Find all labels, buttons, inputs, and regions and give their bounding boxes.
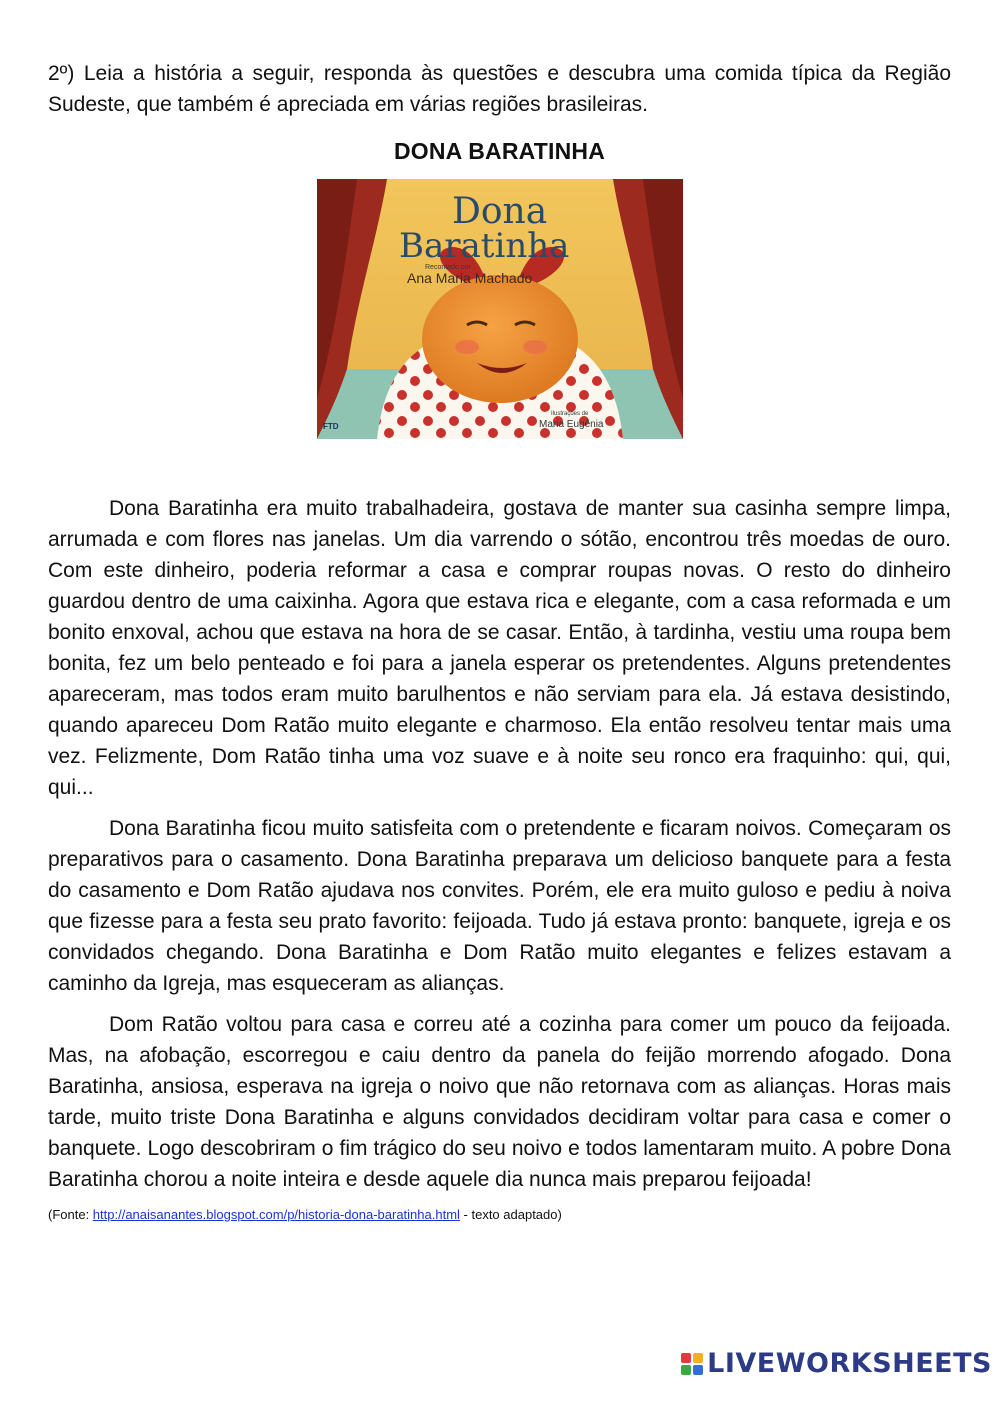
logo-square-red [681, 1353, 691, 1363]
cover-subtitle: Recontado por [424, 264, 471, 271]
source-link[interactable]: http://anaisanantes.blogspot.com/p/historia-dona-baratinha.html [92, 1207, 460, 1222]
book-cover-image [317, 179, 683, 439]
cover-publisher: FTD [322, 422, 339, 431]
liveworksheets-logo-icon [681, 1353, 703, 1375]
liveworksheets-wordmark: LIVEWORKSHEETS [707, 1348, 992, 1379]
cover-title-line2: Baratinha [398, 226, 569, 266]
source-citation [48, 1207, 951, 1222]
logo-square-green [681, 1365, 691, 1375]
story-body [48, 493, 951, 1195]
story-paragraph-1: Dona Baratinha era muito trabalhadeira, gostava de manter sua casinha sempre limpa, arrumada e com flores nas janelas. Um dia varrendo o sótão, encontrou três moedas de ouro. Com este dinheiro, poderia reformar a casa e comprar roupas novas. O resto do dinheiro guardou dentro de uma caixinha. Agora que estava rica e elegante, com a casa reformada e um bonito enxoval, achou que estava na hora de se casar. Então, à tardinha, vestiu uma roupa bem bonita, fez um belo penteado e foi para a janela esperar os pretendentes. Alguns pretendentes apareceram, mas todos eram muito barulhentos e não serviam para ela. Já estava desistindo, quando apareceu Dom Ratão muito elegante e charmoso. Ela então resolveu tentar mais uma vez. Felizmente, Dom Ratão tinha uma voz suave e à noite seu ronco era fraquinho: qui, qui, qui... [48, 497, 951, 799]
cover-illustrator-label: Ilustrações de [550, 411, 588, 417]
cover-title-line1: Dona [451, 191, 547, 232]
story-paragraph-3: Dom Ratão voltou para casa e correu até a cozinha para comer um pouco da feijoada. Mas, na afobação, escorregou e caiu dentro da panela do feijão morrendo afogado. Dona Baratinha, ansiosa, esperava na igreja o noivo que não retornava com as alianças. Horas mais tarde, muito triste Dona Baratinha e alguns convidados decidiram voltar para casa e comer o banquete. Logo descobriram o fim trágico do seu noivo e todos lamentaram muito. A pobre Dona Baratinha chorou a noite inteira e desde aquele dia nunca mais preparou feijoada! [48, 1013, 951, 1191]
book-cover-container [48, 179, 951, 439]
story-title: DONA BARATINHA [393, 138, 606, 164]
logo-square-yellow [693, 1353, 703, 1363]
question-intro: 2º) Leia a história a seguir, responda às questões e descubra uma comida típica da Região Sudeste, que também é apreciada em várias regiões brasileiras. [48, 62, 951, 116]
source-suffix: - texto adaptado) [459, 1207, 562, 1222]
story-paragraph-2: Dona Baratinha ficou muito satisfeita com o pretendente e ficaram noivos. Começaram os preparativos para o casamento. Dona Baratinha preparava um delicioso banquete para a festa do casamento e Dom Ratão ajudava nos convites. Porém, ele era muito guloso e pediu à noiva que fizesse para a festa seu prato favorito: feijoada. Tudo já estava pronto: banquete, igreja e os convidados chegando. Dona Baratinha e Dom Ratão muito elegantes e felizes estavam a caminho da Igreja, mas esqueceram as alianças. [48, 817, 951, 995]
worksheet-page [48, 58, 951, 1222]
logo-square-blue [693, 1365, 703, 1375]
source-prefix: (Fonte: [48, 1207, 93, 1222]
liveworksheets-logo [681, 1348, 992, 1379]
cover-illustrator: Maria Eugênia [538, 419, 603, 430]
cover-author: Ana Maria Machado [406, 270, 532, 286]
